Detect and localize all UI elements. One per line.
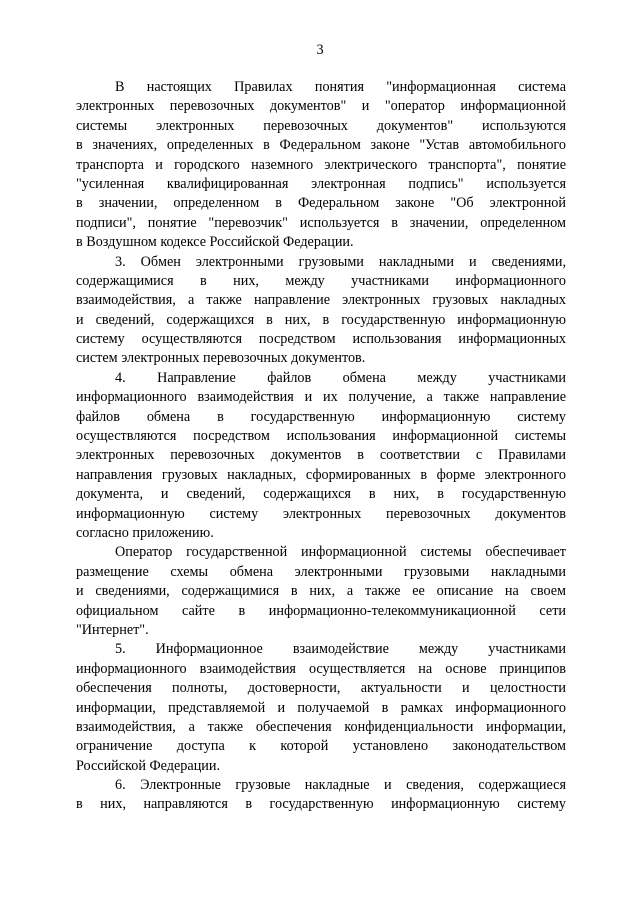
text-line: и сведениями, содержащимися в них, а также ее описание на своем — [76, 583, 566, 600]
text-line: транспорта и городского наземного электрического транспорта", понятие — [76, 156, 566, 173]
text-line: информационного взаимодействия осуществляется на основе принципов — [76, 660, 566, 677]
text-line: "Интернет". — [76, 621, 149, 638]
paragraph-first-line: 4. Направление файлов обмена между участниками — [115, 369, 566, 386]
text-line: "усиленная квалифицированная электронная подпись" используется — [76, 175, 566, 192]
document-body — [76, 78, 566, 815]
text-line: содержащимися в них, между участниками информационного — [76, 272, 566, 289]
text-line: систему осуществляются посредством использования информационных — [76, 331, 566, 348]
text-line: согласно приложению. — [76, 524, 214, 541]
text-line: файлов обмена в государственную информационную систему — [76, 408, 566, 425]
text-line: официальном сайте в информационно-телекоммуникационной сети — [76, 602, 566, 619]
text-line: систем электронных перевозочных документов. — [76, 350, 366, 367]
text-line: размещение схемы обмена электронными грузовыми накладными — [76, 563, 566, 580]
text-line: осуществляются посредством использования информационной системы — [76, 428, 566, 445]
text-line: ограничение доступа к которой установлено законодательством — [76, 738, 566, 755]
text-line: информационную систему электронных перевозочных документов — [76, 505, 566, 522]
text-line: и сведений, содержащихся в них, в государственную информационную — [76, 311, 566, 328]
text-line: обеспечения полноты, достоверности, актуальности и целостности — [76, 680, 566, 697]
text-line: электронных перевозочных документов в соответствии с Правилами — [76, 447, 566, 464]
text-line: направления грузовых накладных, сформированных в форме электронного — [76, 466, 566, 483]
text-line: Российской Федерации. — [76, 757, 221, 774]
page-number: 3 — [316, 42, 324, 58]
text-line: подписи", понятие "перевозчик" используется в значении, определенном — [76, 214, 566, 231]
text-line: в них, направляются в государственную информационную систему — [76, 796, 566, 813]
text-line: информационного взаимодействия и их получение, а также направление — [76, 389, 566, 406]
paragraph-first-line: В настоящих Правилах понятия "информационная система — [115, 79, 566, 95]
paragraph-first-line: 3. Обмен электронными грузовыми накладными и сведениями, — [115, 253, 566, 270]
text-line: в значениях, определенных в Федеральном законе "Устав автомобильного — [76, 137, 566, 154]
text-line: взаимодействия, а также направление электронных грузовых накладных — [76, 292, 566, 309]
text-line: системы электронных перевозочных документов" используются — [76, 117, 566, 134]
text-line: в значении, определенном в Федеральном законе "Об электронной — [76, 195, 566, 212]
text-line: информации, представляемой и получаемой в рамках информационного — [76, 699, 566, 716]
paragraph-first-line: 6. Электронные грузовые накладные и сведения, содержащиеся — [115, 777, 566, 794]
text-line: электронных перевозочных документов" и "оператор информационной — [76, 98, 566, 115]
text-line: взаимодействия, а также обеспечения конфиденциальности информации, — [76, 718, 566, 735]
paragraph-first-line: 5. Информационное взаимодействие между участниками — [115, 641, 566, 658]
paragraph-first-line: Оператор государственной информационной системы обеспечивает — [115, 544, 566, 561]
text-line: документа, и сведений, содержащихся в них, в государственную — [76, 486, 566, 503]
text-line: в Воздушном кодексе Российской Федерации. — [76, 234, 354, 251]
